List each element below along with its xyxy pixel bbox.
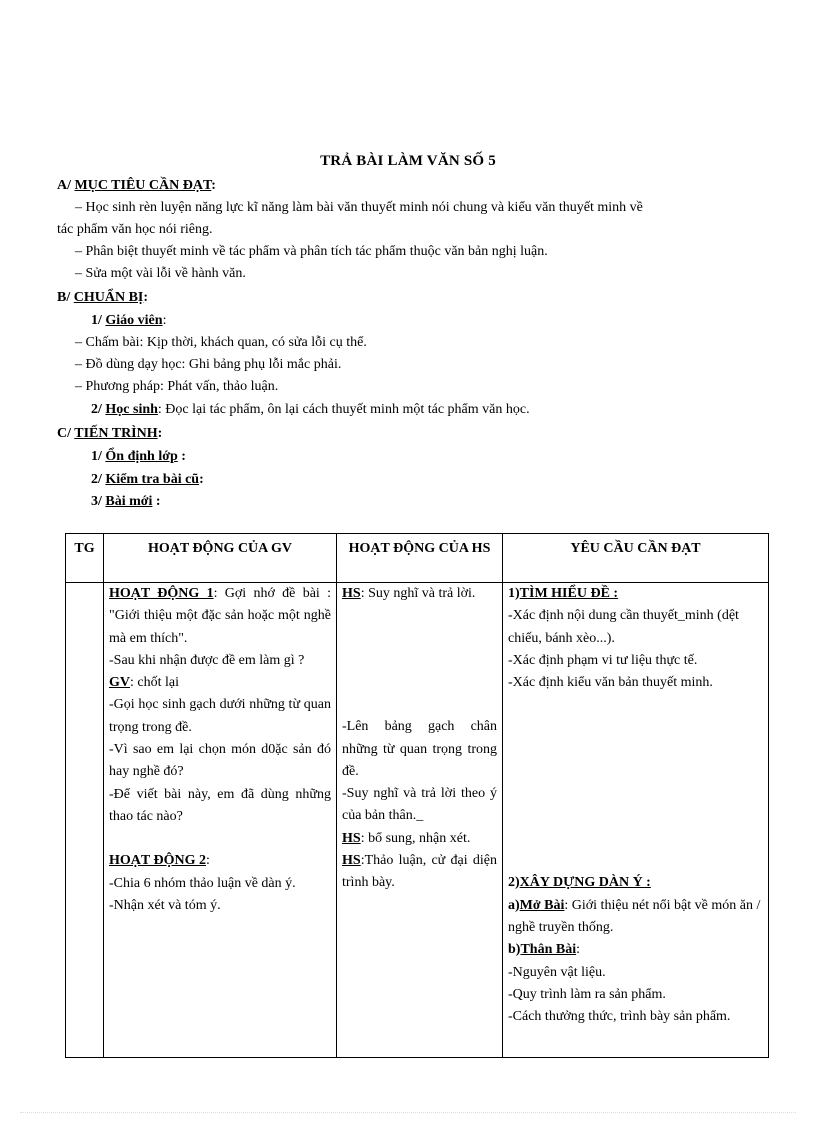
hs-a4: HS: bổ sung, nhận xét. <box>342 830 471 846</box>
section-b-heading: B/ CHUẨN BỊ: <box>57 290 149 305</box>
section-a-line-4: – Sửa một vài lỗi về hành văn. <box>75 266 246 281</box>
hs-a3: -Suy nghĩ và trả lời theo ý của bản thân._ <box>342 786 497 824</box>
gv-hd1: HOẠT ĐỘNG 1: Gợi nhớ đề bài : "Giới thiệu một đặc sản hoặc một nghề mà em thích". <box>109 586 331 646</box>
step-1: 1/ Ổn định lớp : <box>91 449 186 464</box>
gv-q4: -Để viết bài này, em đã dùng những thao tác nào? <box>109 786 331 824</box>
yc-s1-heading: 1)TÌM HIỂU ĐỀ : <box>508 586 619 601</box>
header-hs: HOẠT ĐỘNG CỦA HS <box>337 534 503 583</box>
hs-cell <box>337 583 503 1058</box>
header-yc: YÊU CẦU CẦN ĐẠT <box>503 534 769 583</box>
page-title: TRẢ BÀI LÀM VĂN SỐ 5 <box>320 153 496 169</box>
gv-q2: -Gọi học sinh gạch dưới những từ quan trọng trong đề. <box>109 697 331 735</box>
yc-s1-line: -Xác định phạm vi tư liệu thực tế. <box>508 652 698 668</box>
gv-q1: -Sau khi nhận được đề em làm gì ? <box>109 652 305 668</box>
section-a-line-2: tác phẩm văn học nói riêng. <box>57 222 213 237</box>
page-bottom-divider <box>20 1112 796 1113</box>
teacher-heading: 1/ Giáo viên: <box>91 313 167 328</box>
yc-tb-line: -Cách thưởng thức, trình bày sản phẩm. <box>508 1009 731 1025</box>
yc-mb: a)Mở Bài: Giới thiệu nét nổi bật về món ăn / nghề truyền thống. <box>508 897 761 936</box>
yc-tb: b)Thân Bài: <box>508 942 580 958</box>
step-2: 2/ Kiểm tra bài cũ: <box>91 472 204 487</box>
header-gv: HOẠT ĐỘNG CỦA GV <box>104 534 337 583</box>
section-a-line-3: – Phân biệt thuyết minh về tác phẩm và phân tích tác phẩm thuộc văn bản nghị luận. <box>75 244 548 259</box>
section-a-line-1: – Học sinh rèn luyện năng lực kĩ năng làm bài văn thuyết minh nói chung và kiểu văn thuyết minh về <box>75 200 643 215</box>
yc-s1-line: -Xác định nội dung cần thuyết_minh (dệt chiếu, bánh xèo...). <box>508 608 739 646</box>
table-header-row <box>66 534 769 583</box>
hs-a1: HS: Suy nghĩ và trả lời. <box>342 586 476 601</box>
yc-cell <box>503 583 769 1058</box>
header-tg: TG <box>66 534 104 583</box>
teacher-line-3: – Phương pháp: Phát vấn, thảo luận. <box>75 379 279 394</box>
step-3: 3/ Bài mới : <box>91 494 161 509</box>
teacher-line-1: – Chấm bài: Kịp thời, khách quan, có sửa lỗi cụ thể. <box>75 335 367 350</box>
gv-chot: GV: chốt lại <box>109 675 179 691</box>
student-line: 2/ Học sinh: Đọc lại tác phẩm, ôn lại cách thuyết minh một tác phẩm văn học. <box>91 402 530 417</box>
lesson-table <box>65 533 769 1058</box>
gv-cell <box>104 583 337 1058</box>
tg-cell <box>66 583 104 1058</box>
gv-q5: -Chia 6 nhóm thảo luận về dàn ý. <box>109 875 296 891</box>
gv-hd2: HOẠT ĐỘNG 2: <box>109 853 210 869</box>
table-row <box>66 583 769 1058</box>
yc-s1-line: -Xác định kiểu văn bản thuyết minh. <box>508 675 713 691</box>
section-a-heading: A/ MỤC TIÊU CẦN ĐẠT: <box>57 178 216 193</box>
hs-a2: -Lên bảng gạch chân những từ quan trọng trong đề. <box>342 719 497 779</box>
gv-q3: -Vì sao em lại chọn món d0ặc sản đó hay nghề đó? <box>109 742 331 780</box>
teacher-line-2: – Đồ dùng dạy học: Ghi bảng phụ lỗi mắc phải. <box>75 357 342 372</box>
yc-tb-line: -Nguyên vật liệu. <box>508 964 606 980</box>
section-c-heading: C/ TIẾN TRÌNH: <box>57 426 163 441</box>
hs-a5: HS:Thảo luận, cử đại diện trình bày. <box>342 853 497 891</box>
yc-s2-heading: 2)XÂY DỰNG DÀN Ý : <box>508 875 651 891</box>
gv-q6: -Nhận xét và tóm ý. <box>109 897 221 913</box>
yc-tb-line: -Quy trình làm ra sản phẩm. <box>508 986 666 1002</box>
